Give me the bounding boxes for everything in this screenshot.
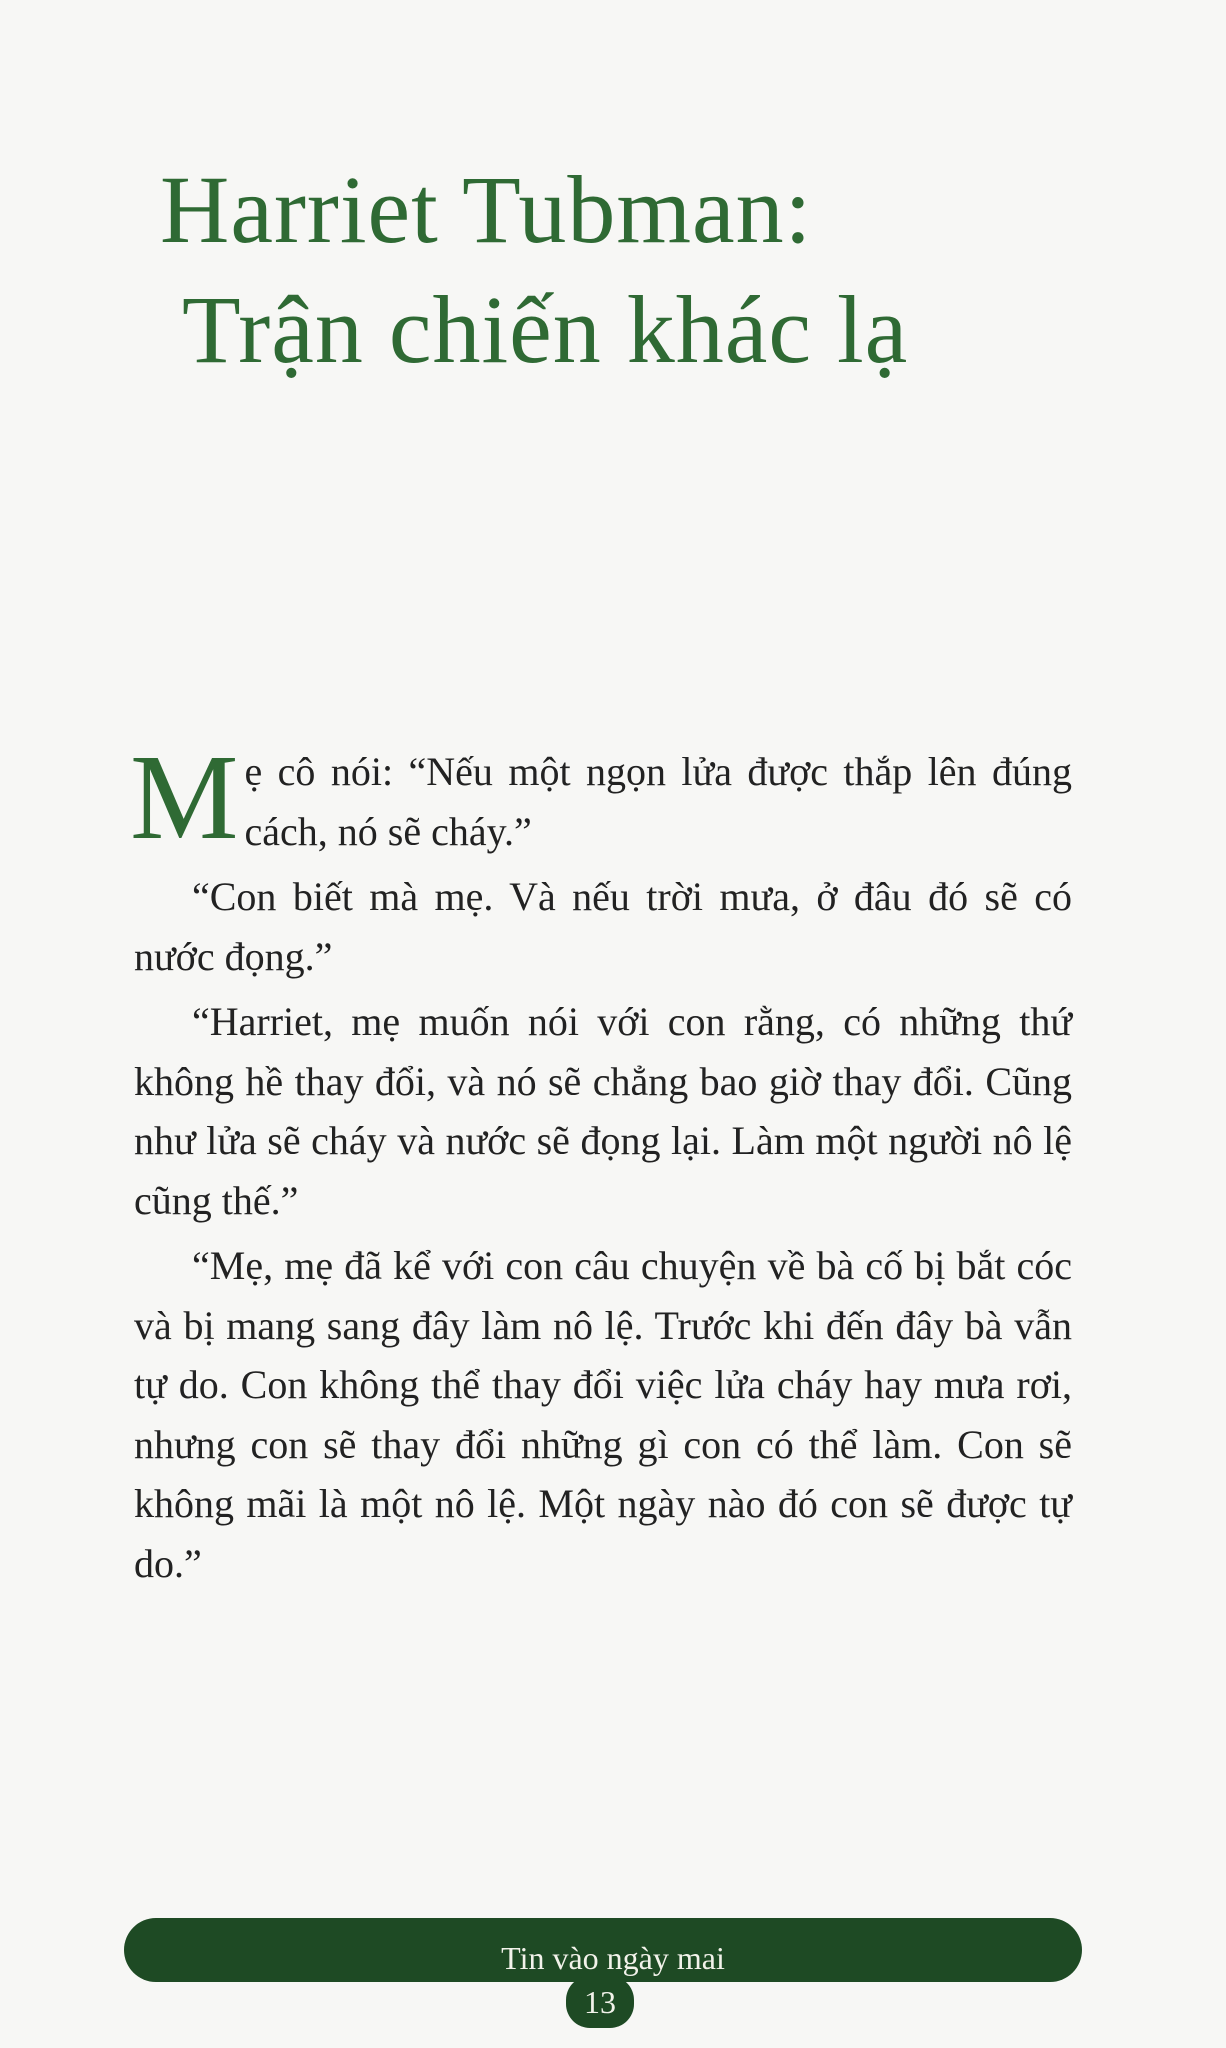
paragraph-4: “Mẹ, mẹ đã kể với con câu chuyện về bà cố bị bắt cóc và bị mang sang đây làm nô lệ. Trước khi đến đây bà vẫn tự do. Con không thể thay đổi việc lửa cháy hay mưa rơi, nhưng con sẽ thay đổi những gì con có thể làm. Con sẽ không mãi là một nô lệ. Một ngày nào đó con sẽ được tự do.” (134, 1243, 1072, 1586)
paragraph-1-text: ẹ cô nói: “Nếu một ngọn lửa được thắp lên đúng cách, nó sẽ cháy.” (244, 749, 1072, 854)
chapter-title (160, 150, 1060, 390)
paragraph-1 (130, 730, 1072, 865)
page-number: 13 (566, 1976, 634, 2028)
paragraph-3: “Harriet, mẹ muốn nói với con rằng, có những thứ không hề thay đổi, và nó sẽ chẳng bao giờ thay đổi. Cũng như lửa sẽ cháy và nước sẽ đọng lại. Làm một người nô lệ cũng thế.” (134, 999, 1072, 1223)
drop-cap: M (130, 730, 239, 865)
chapter-title-line-1: Harriet Tubman: (160, 156, 813, 263)
body-text (130, 730, 1072, 1593)
paragraph-2: “Con biết mà mẹ. Và nếu trời mưa, ở đâu đó sẽ có nước đọng.” (134, 874, 1072, 979)
chapter-title-line-2: Trận chiến khác lạ (182, 276, 909, 383)
footer-section-label: Tin vào ngày mai (501, 1940, 725, 1976)
